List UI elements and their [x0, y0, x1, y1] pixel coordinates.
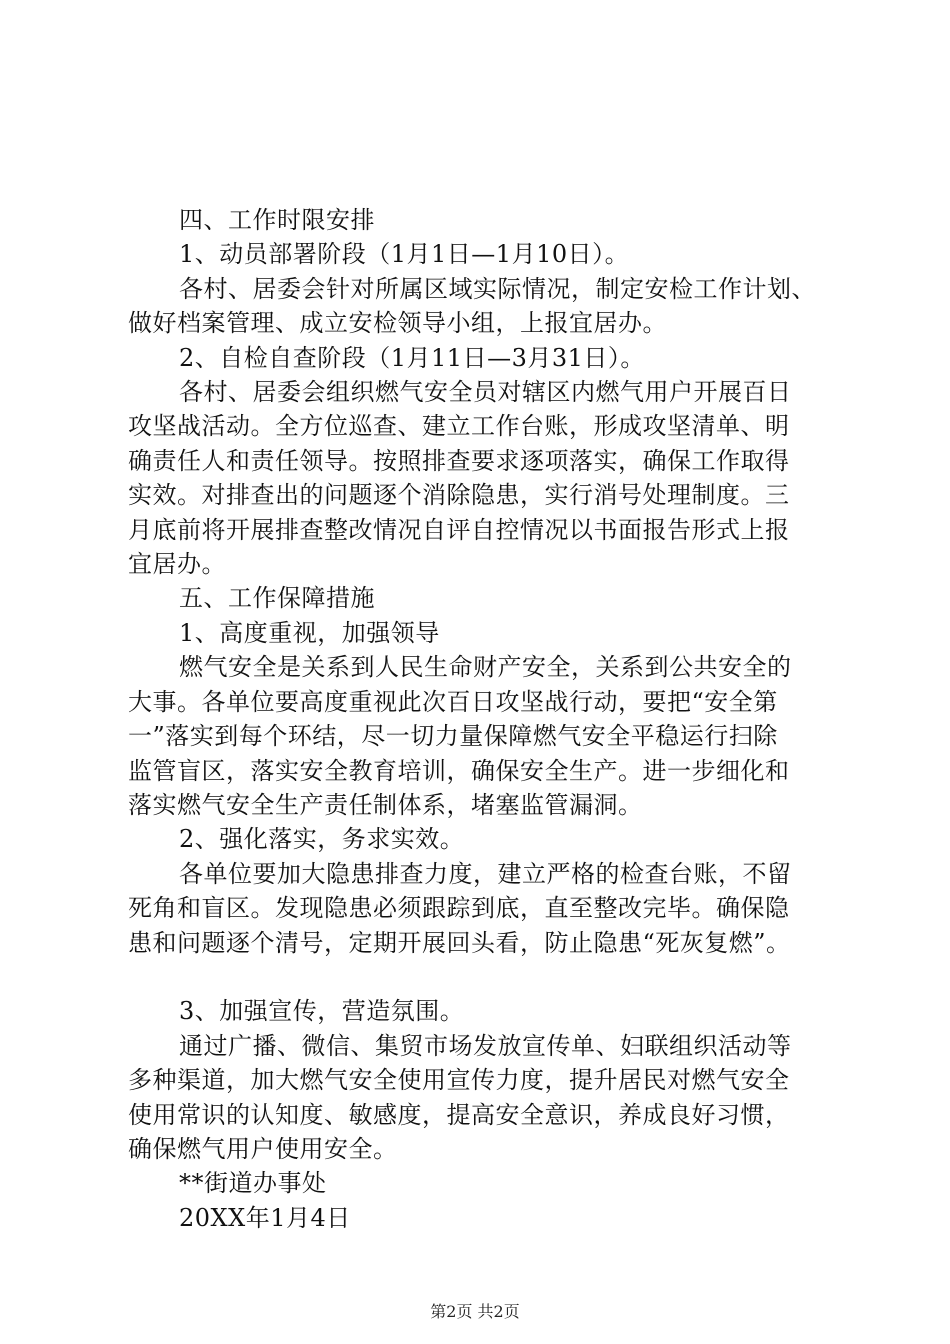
- text-line: 3、加强宣传，营造氛围。: [179, 997, 465, 1026]
- text-line: 五、工作保障措施: [179, 584, 375, 613]
- text-line: 20XX年1月4日: [179, 1203, 351, 1232]
- page-footer: 第2页 共2页: [430, 1302, 520, 1321]
- text-line: 确保燃气用户使用安全。: [128, 1134, 398, 1163]
- text-line: 监管盲区，落实安全教育培训，确保安全生产。进一步细化和: [128, 756, 790, 785]
- text-line: 2、强化落实，务求实效。: [179, 825, 465, 854]
- blank-line: [128, 960, 848, 994]
- text-line: 确责任人和责任领导。按照排查要求逐项落实，确保工作取得: [128, 446, 790, 475]
- text-line: 各村、居委会针对所属区域实际情况，制定安检工作计划、: [179, 274, 816, 303]
- text-line: 攻坚战活动。全方位巡查、建立工作台账，形成攻坚清单、明: [128, 412, 790, 441]
- text-line: 使用常识的认知度、敏感度，提高安全意识，养成良好习惯，: [128, 1100, 790, 1129]
- text-line: 宜居办。: [128, 550, 226, 579]
- text-line: 燃气安全是关系到人民生命财产安全，关系到公共安全的: [179, 653, 792, 682]
- text-line: 实效。对排查出的问题逐个消除隐患，实行消号处理制度。三: [128, 481, 790, 510]
- text-line: 各单位要加大隐患排查力度，建立严格的检查台账，不留: [179, 859, 792, 888]
- text-line: 各村、居委会组织燃气安全员对辖区内燃气用户开展百日: [179, 378, 792, 407]
- text-line: 2、自检自查阶段（1月11日—3月31日）。: [179, 343, 645, 372]
- text-line: 月底前将开展排查整改情况自评自控情况以书面报告形式上报: [128, 515, 790, 544]
- document-body: [128, 203, 848, 1235]
- text-line: 1、高度重视，加强领导: [179, 618, 440, 647]
- text-line: 患和问题逐个清号，定期开展回头看，防止隐患“死灰复燃”。: [128, 928, 791, 957]
- text-line: 大事。各单位要高度重视此次百日攻坚战行动，要把“安全第: [128, 687, 778, 716]
- text-line: 通过广播、微信、集贸市场发放宣传单、妇联组织活动等: [179, 1031, 792, 1060]
- text-line: **街道办事处: [179, 1169, 327, 1198]
- text-line: 做好档案管理、成立安检领导小组，上报宜居办。: [128, 309, 667, 338]
- text-line: 死角和盲区。发现隐患必须跟踪到底，直至整改完毕。确保隐: [128, 894, 790, 923]
- text-line: 一”落实到每个环结，尽一切力量保障燃气安全平稳运行扫除: [128, 722, 778, 751]
- text-line: 多种渠道，加大燃气安全使用宣传力度，提升居民对燃气安全: [128, 1066, 790, 1095]
- text-line: 四、工作时限安排: [179, 206, 375, 234]
- text-line: 1、动员部署阶段（1月1日—1月10日）。: [179, 240, 630, 269]
- text-line: 落实燃气安全生产责任制体系，堵塞监管漏洞。: [128, 790, 643, 819]
